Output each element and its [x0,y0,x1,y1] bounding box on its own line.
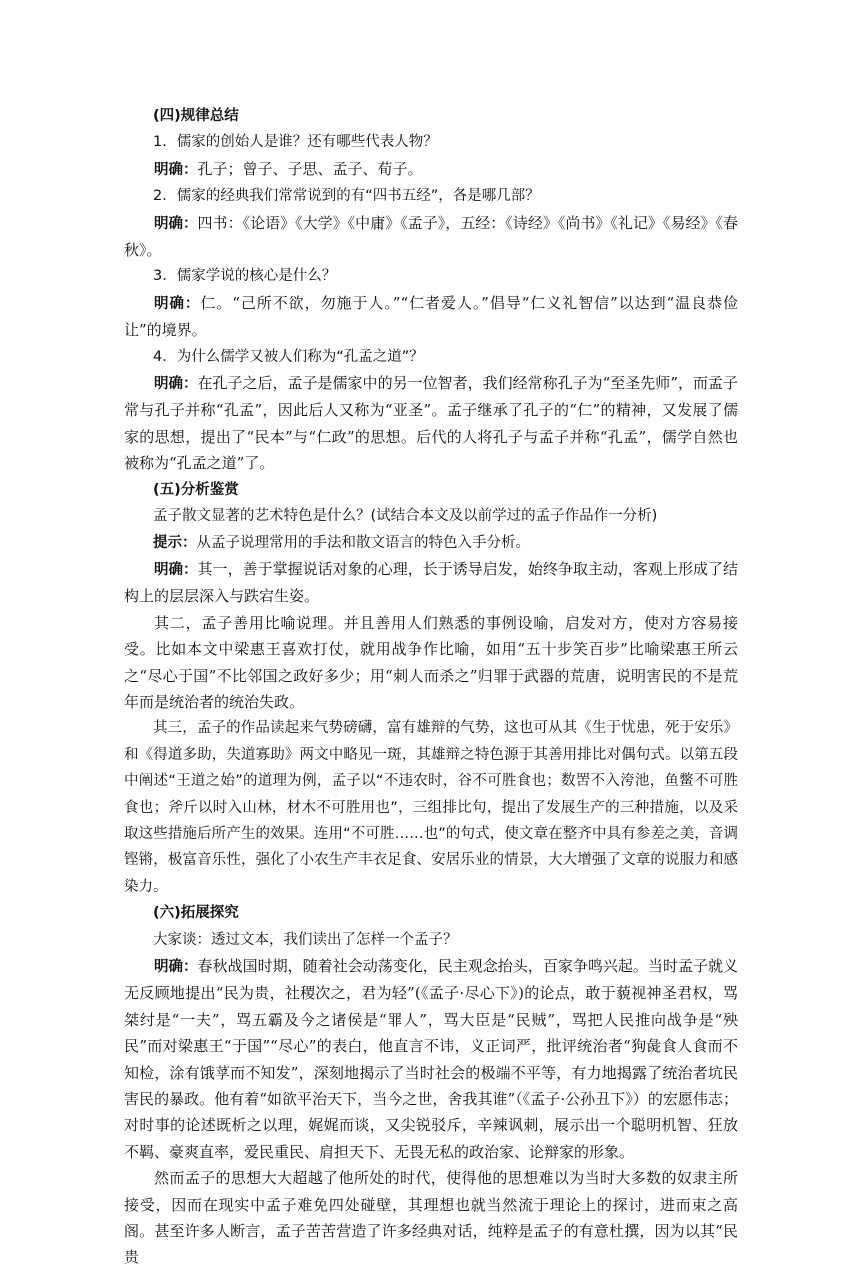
question-5: 孟子散文显著的艺术特色是什么？(试结合本文及以前学过的孟子作品作一分析) [153,508,658,525]
hint-text: 从孟子说理常用的手法和散文语言的特色入手分析。 [196,534,530,551]
section-heading-6: (六)拓展探究 [153,905,239,922]
answer-text: 仁。“己所不欲，勿施于人。”“仁者爱人。”倡导“仁义礼智信”以达到“温良恭俭让”的境界。 [124,293,739,340]
answer-5-p1 [124,556,738,610]
answer-text: 孔子；曾子、子思、孟子、荀子。 [197,159,423,178]
answer-text: 在孔子之后，孟子是儒家中的另一位智者，我们经常称孔子为“至圣先师”，而孟子常与孔子并称“孔孟”，因此后人又称为“亚圣”。孟子继承了孔子的“仁”的精神，又发展了儒家的思想，提出了“民本”与“仁政”的思想。后代的人将孔子与孟子并称“孔孟”，儒学自然也被称为“孔孟之道”了。 [124,374,739,473]
answer-label: 明确： [154,215,198,232]
answer-label: 明确： [154,295,201,312]
answer-3 [124,290,738,344]
question-2: 2．儒家的经典我们常常说到的有“四书五经”，各是哪几部？ [153,188,540,205]
answer-label: 明确： [154,959,198,975]
hint-label: 提示： [153,534,197,551]
section-heading-4: (四)规律总结 [153,108,239,124]
answer-5-p2: 其二，孟子善用比喻说理。并且善用人们熟悉的事例设喻，启发对方，使对方容易接受。比如本文中梁惠王喜欢打仗，就用战争作比喻，如用“五十步笑百步”比喻梁惠王所云之“尽心于国”不比邻国之政好多少；用“刺人而杀之”归罪于武器的荒唐，说明害民的不是荒年而是统治者的统治失政。 [124,613,738,711]
answer-5-p3: 其三，孟子的作品读起来气势磅礴，富有雄辩的气势，这也可从其《生于忧患，死于安乐》和《得道多助，失道寡助》两文中略见一斑，其雄辩之特色源于其善用排比对偶句式。以第五段中阐述“王道之始”的道理为例，孟子以“不违农时，谷不可胜食也；数罟不入洿池，鱼鳖不可胜食也；斧斤以时入山林，材木不可胜用也”，三组排比句，提出了发展生产的三种措施，以及采取这些措施后所产生的效果。连用“不可胜……也”的句式，使文章在整齐中具有参差之美，音调铿锵，极富音乐性，强化了小农生产丰衣足食、安居乐业的情景，大大增强了文章的说服力和感染力。 [124,720,738,895]
answer-label: 明确： [154,376,198,393]
answer-label: 明确： [154,161,198,178]
question-1: 1．儒家的创始人是谁？还有哪些代表人物？ [153,134,438,151]
answer-6-p1 [124,953,738,1165]
question-3: 3．儒家学说的核心是什么？ [153,268,337,285]
document-page [124,103,738,1271]
section-heading-5: (五)分析鉴赏 [153,481,239,498]
answer-text: 四书：《论语》《大学》《中庸》《孟子》，五经：《诗经》《尚书》《礼记》《易经》《春秋》。 [124,213,739,260]
answer-label: 明确： [154,561,198,578]
answer-4 [124,370,738,477]
answer-2 [124,210,738,264]
hint [124,530,738,556]
answer-1 [124,156,738,183]
question-6: 大家谈：透过文本，我们读出了怎样一个孟子？ [153,931,458,948]
answer-text: 其一，善于掌握说话对象的心理，长于诱导启发，始终争取主动，客观上形成了结构上的层层深入与跌宕生姿。 [124,559,738,606]
answer-6-p2: 然而孟子的思想大大超越了他所处的时代，使得他的思想难以为当时大多数的奴隶主所接受，因而在现实中孟子难免四处碰壁，其理想也就当然流于理论上的探讨，进而束之高阁。甚至许多人断言，孟子苦苦营造了许多经典对话，纯粹是孟子的有意杜撰，因为以其“民贵 [124,1169,738,1267]
answer-text: 春秋战国时期，随着社会动荡变化，民主观念抬头，百家争鸣兴起。当时孟子就义无反顾地提出“民为贵，社稷次之，君为轻”(《孟子·尽心下》)的论点，敢于藐视神圣君权，骂桀纣是“一夫”，骂五霸及今之诸侯是“罪人”，骂大臣是“民贼”，骂把人民推向战争是“殃民”而对梁惠王“于国”“尽心”的表白，他直言不讳，义正词严，批评统治者“狗彘食人食而不知检，涂有饿莩而不知发”，深刻地揭示了当时社会的极端不平等，有力地揭露了统治者坑民害民的暴政。他有着“如欲平治天下，当今之世，舍我其谁”（《孟子·公孙丑下》）的宏愿伟志；对时事的论述既析之以理，娓娓而谈，又尖锐驳斥，辛辣讽刺，展示出一个聪明机智、狂放不羁、豪爽直率，爱民重民、肩担天下、无畏无私的政治家、论辩家的形象。 [124,957,738,1161]
question-4: 4．为什么儒学又被人们称为“孔孟之道”？ [153,348,424,365]
